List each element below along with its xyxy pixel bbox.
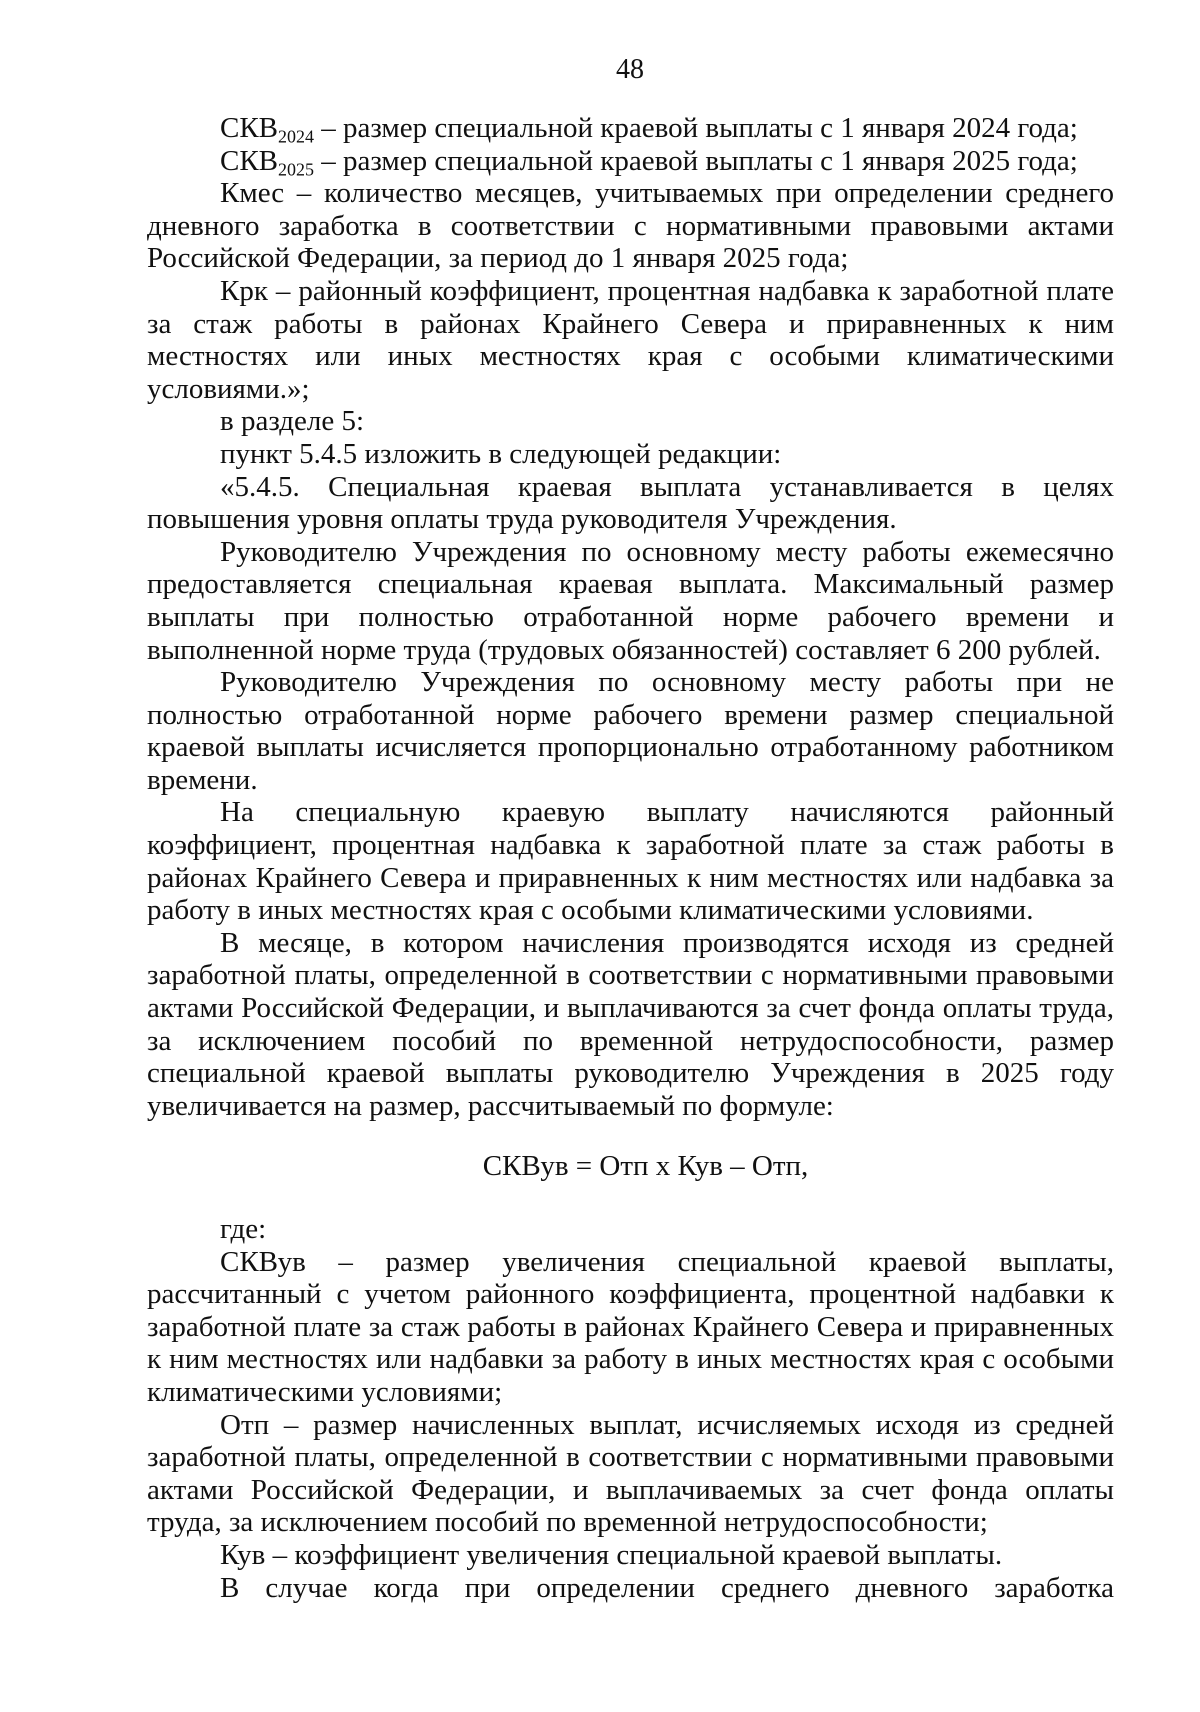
definition-skvuv: СКВув – размер увеличения специальной краевой выплаты, рассчитанный с учетом районного коэффициента, процентной надбавки к заработной плате за стаж работы в районах Крайнего Севера и приравненных к ним местностях или надбавки за работу в иных местностях края с особыми климатическими условиями; xyxy=(147,1245,1114,1408)
clause-5-4-5-text: «5.4.5. Специальная краевая выплата устанавливается в целях повышения уровня оплаты труда руководителя Учреждения. xyxy=(147,470,1114,536)
definition-skv-2025: $СКВ_{2025}$ – размер специальной краевой выплаты с 1 января 2025 года; xyxy=(220,144,1078,179)
definition-otp: Отп – размер начисленных выплат, исчисляемых исходя из средней заработной платы, определенной в соответствии с нормативными правовыми актами Российской Федерации, и выплачиваемых за счет фонда оплаты труда, за исключением пособий по временной нетрудоспособности; xyxy=(147,1408,1114,1539)
paragraph-monthly-payment: Руководителю Учреждения по основному месту работы ежемесячно предоставляется специальная краевая выплата. Максимальный размер выплаты при полностью отработанной норме рабочего времени и выполненной норме труда (трудовых обязанностей) составляет 6 200 рублей. xyxy=(147,535,1114,666)
document-body xyxy=(147,112,1114,1604)
where-label: где: xyxy=(220,1213,267,1245)
section-5-heading: в разделе 5: xyxy=(220,405,365,438)
definition-kuv: Кув – коэффициент увеличения специальной краевой выплаты. xyxy=(220,1538,1003,1571)
definition-krk: Крк – районный коэффициент, процентная надбавка к заработной плате за стаж работы в районах Крайнего Севера и приравненных к ним местностях или иных местностях края с особыми климатическими условиями.»; xyxy=(147,274,1114,405)
paragraph-proportional-payment: Руководителю Учреждения по основному месту работы при не полностью отработанной норме рабочего времени размер специальной краевой выплаты исчисляется пропорционально отработанному работником времени. xyxy=(147,666,1114,796)
paragraph-coefficients: На специальную краевую выплату начисляются районный коэффициент, процентная надбавка к заработной плате за стаж работы в районах Крайнего Севера и приравненных к ним местностях или надбавка за работу в иных местностях края с особыми климатическими условиями. xyxy=(147,796,1114,927)
definition-kmes: Кмес – количество месяцев, учитываемых при определении среднего дневного заработка в соответствии с нормативными правовыми актами Российской Федерации, за период до 1 января 2025 года; xyxy=(147,177,1114,275)
paragraph-continuation: В случае когда при определении среднего дневного заработка xyxy=(220,1571,1114,1604)
formula-skvuv: СКВув = Отп х Кув – Отп, xyxy=(482,1150,809,1183)
paragraph-increase-condition: В месяце, в котором начисления производятся исходя из средней заработной платы, определенной в соответствии с нормативными правовыми актами Российской Федерации, и выплачиваются за счет фонда оплаты труда, за исключением пособий по временной нетрудоспособности, размер специальной краевой выплаты руководителю Учреждения в 2025 году увеличивается на размер, рассчитываемый по формуле: xyxy=(147,926,1114,1122)
definition-skv-2024: $СКВ_{2024}$ – размер специальной краевой выплаты с 1 января 2024 года; xyxy=(220,112,1078,147)
page-number: 48 xyxy=(616,54,644,85)
clause-5-4-5-instruction: пункт 5.4.5 изложить в следующей редакции: xyxy=(220,437,782,470)
